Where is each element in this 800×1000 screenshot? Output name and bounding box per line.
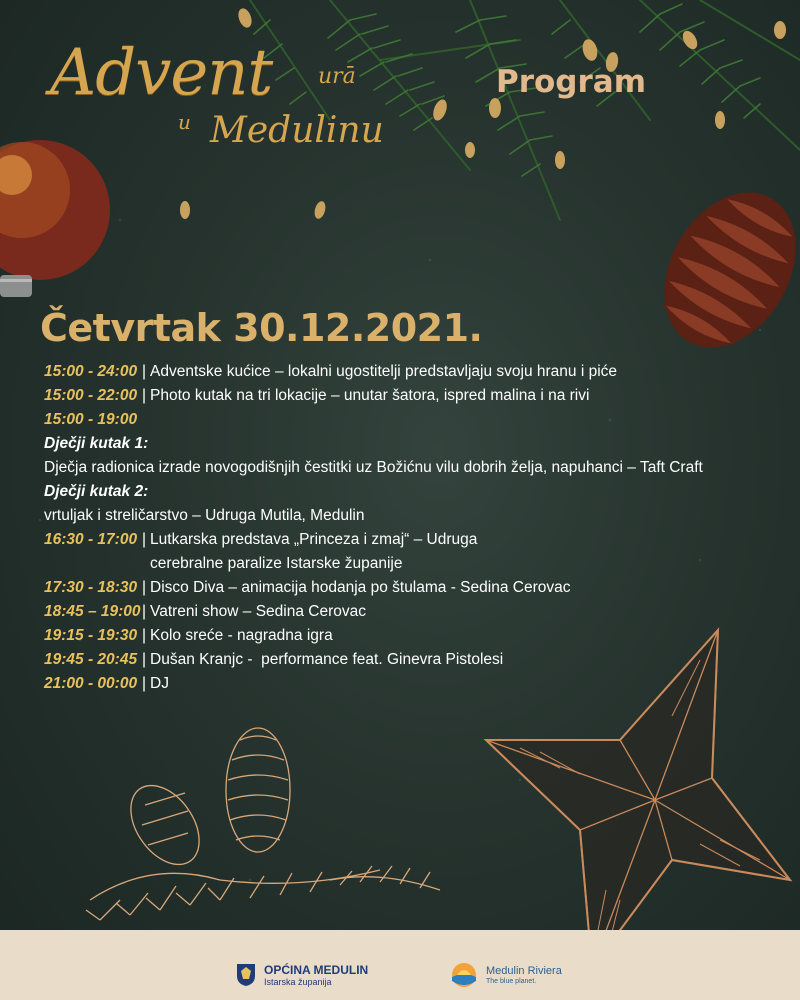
schedule-time: 15:00 - 24:00 — [44, 363, 138, 380]
logo-ura-word: urā — [318, 64, 356, 89]
logo-u-word: u — [178, 110, 191, 134]
schedule-separator: | — [142, 579, 147, 596]
logo-advent-word: Advent — [50, 36, 273, 110]
schedule-separator: | — [142, 531, 147, 548]
schedule-time: 17:30 - 18:30 — [44, 579, 138, 596]
schedule-time: 16:30 - 17:00 — [44, 531, 138, 548]
schedule-time: 19:45 - 20:45 — [44, 651, 138, 668]
schedule-row — [44, 528, 764, 576]
schedule-row — [44, 672, 764, 696]
schedule-time: 21:00 - 00:00 — [44, 675, 138, 692]
opcina-medulin-logo — [236, 960, 368, 990]
schedule-time: 15:00 - 22:00 — [44, 387, 138, 404]
schedule-subhead — [44, 480, 764, 504]
schedule-list — [44, 360, 764, 696]
schedule-row — [44, 576, 764, 600]
ornament-ball — [0, 140, 110, 297]
schedule-text: Photo kutak na tri lokacije – unutar šatora, ispred malina i na rivi — [150, 387, 590, 404]
opcina-sub: Istarska županija — [264, 976, 332, 987]
schedule-row — [44, 648, 764, 672]
schedule-row — [44, 600, 764, 624]
riviera-planet-icon — [448, 961, 480, 989]
schedule-time: 15:00 - 19:00 — [44, 411, 138, 428]
opcina-name: OPĆINA MEDULIN — [264, 962, 369, 977]
riviera-name: Medulin Riviera — [486, 964, 562, 977]
sketch-pine-cones — [86, 728, 440, 920]
schedule-plain-row — [44, 456, 764, 480]
footer-band — [0, 930, 800, 1000]
schedule-separator: | — [142, 387, 147, 404]
schedule-text: Kolo sreće - nagradna igra — [150, 627, 333, 644]
kids-corner-2-heading: Dječji kutak 2: — [44, 483, 149, 500]
schedule-row — [44, 384, 764, 408]
schedule-text: Lutkarska predstava „Princeza i zmaj“ – Udruga cerebralne paralize Istarske županije — [150, 531, 478, 572]
schedule-text: Dušan Kranjc - performance feat. Ginevra Pistolesi — [150, 651, 504, 668]
date-heading: Četvrtak 30.12.2021. — [40, 306, 483, 350]
logo-medulin-word: Medulinu — [210, 110, 384, 151]
schedule-row — [44, 624, 764, 648]
crest-icon — [236, 963, 256, 987]
schedule-row — [44, 408, 764, 432]
schedule-separator: | — [142, 627, 147, 644]
schedule-separator: | — [142, 603, 147, 620]
schedule-time: 19:15 - 19:30 — [44, 627, 138, 644]
opcina-text — [264, 964, 368, 987]
riviera-text — [486, 965, 562, 986]
schedule-row — [44, 360, 764, 384]
schedule-text: Adventske kućice – lokalni ugostitelji predstavljaju svoju hranu i piće — [150, 363, 618, 380]
pine-cone-right — [639, 170, 800, 370]
schedule-separator: | — [142, 363, 147, 380]
program-title: Program — [496, 64, 647, 100]
schedule-separator: | — [142, 675, 147, 692]
schedule-text: DJ — [150, 675, 169, 692]
schedule-subhead — [44, 432, 764, 456]
riviera-sub: The blue planet. — [486, 977, 537, 985]
schedule-plain-row — [44, 504, 764, 528]
schedule-time: 18:45 – 19:00 — [44, 603, 141, 620]
medulin-riviera-logo — [448, 960, 562, 990]
kids-corner-1-heading: Dječji kutak 1: — [44, 435, 149, 452]
advent-logo — [50, 30, 384, 160]
kids-corner-2-text: vrtuljak i streličarstvo – Udruga Mutila, Medulin — [44, 507, 365, 524]
schedule-separator: | — [142, 651, 147, 668]
schedule-text: Vatreni show – Sedina Cerovac — [150, 603, 367, 620]
schedule-text: Disco Diva – animacija hodanja po štulama - Sedina Cerovac — [150, 579, 571, 596]
kids-corner-1-text: Dječja radionica izrade novogodišnjih čestitki uz Božićnu vilu dobrih želja, napuhanci – Taft Craft — [44, 459, 703, 476]
